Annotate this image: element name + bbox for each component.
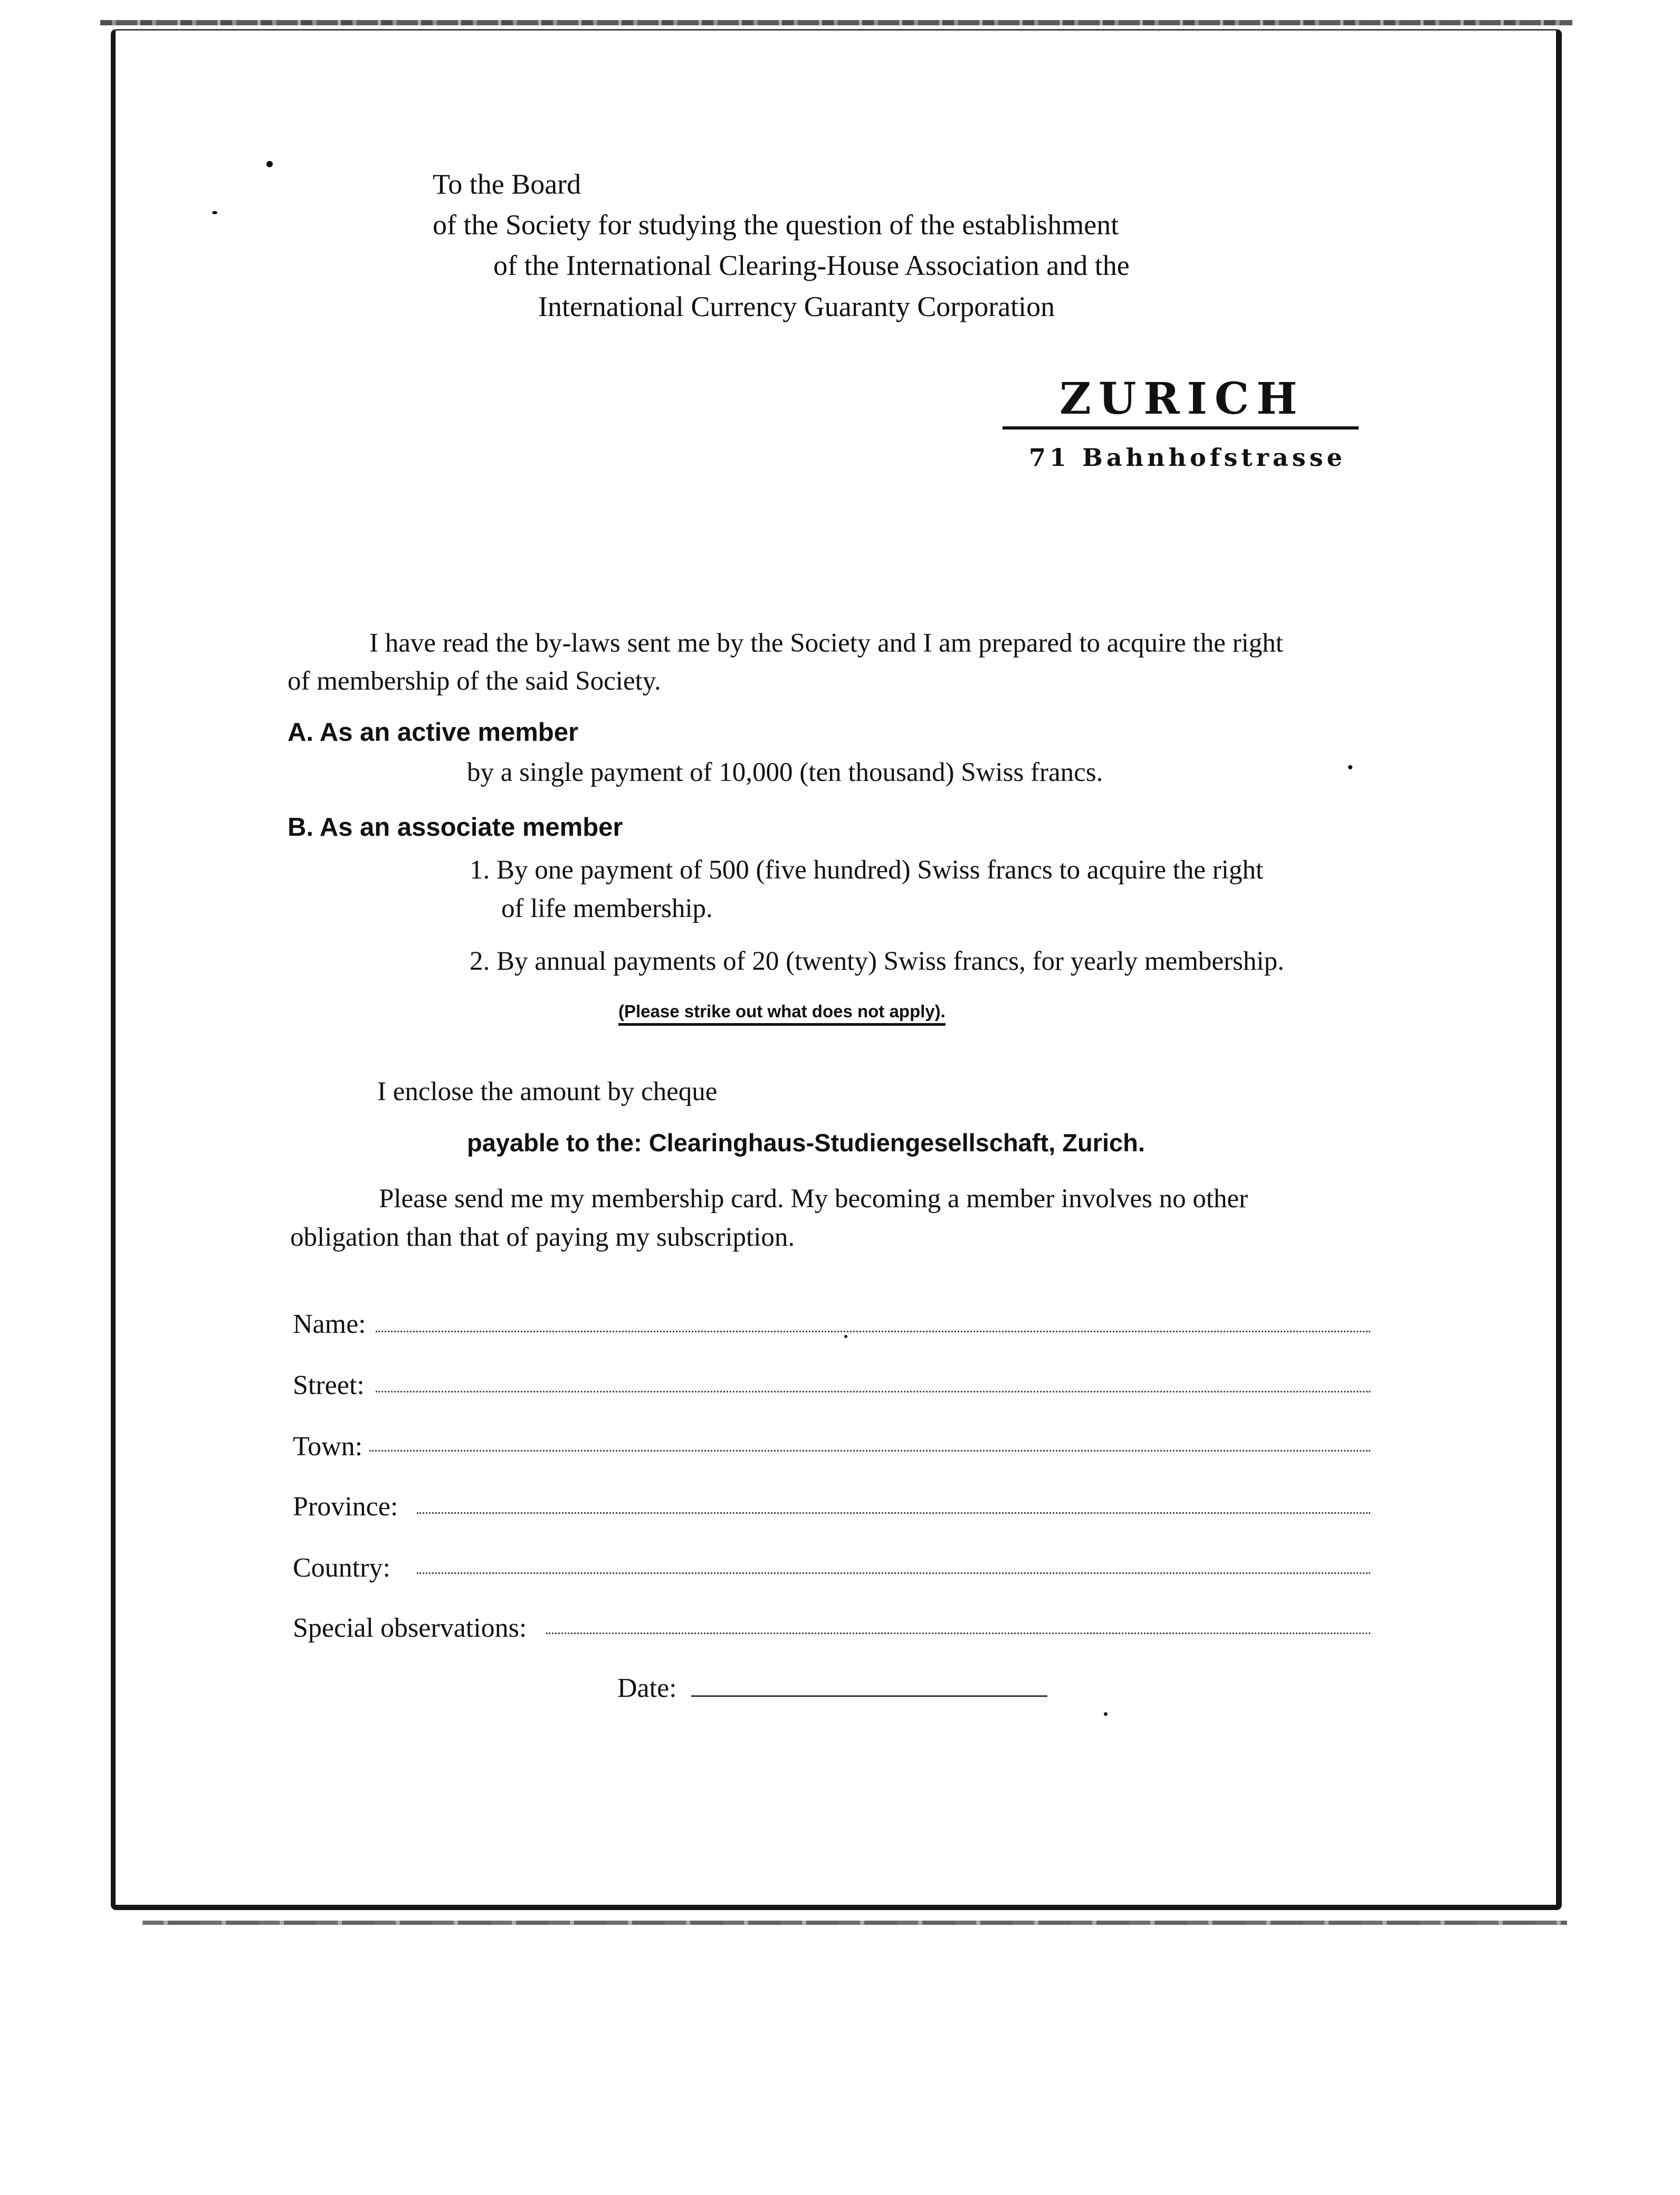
option-b-item-1-line-2: of life membership. — [501, 894, 713, 923]
street-field-line[interactable] — [376, 1391, 1370, 1392]
special-observations-field-line[interactable] — [546, 1633, 1370, 1634]
address-line-currency-corporation: International Currency Guaranty Corporation — [538, 291, 1055, 322]
scan-top-edge — [100, 20, 1572, 25]
address-city: ZURICH — [1059, 374, 1305, 424]
option-a-detail: by a single payment of 10,000 (ten thousand) Swiss francs. — [467, 758, 1103, 787]
town-field-line[interactable] — [369, 1450, 1370, 1452]
option-b-item-2: 2. By annual payments of 20 (twenty) Swiss francs, for yearly membership. — [470, 947, 1284, 976]
date-field-line[interactable] — [691, 1695, 1047, 1697]
enclose-amount-text: I enclose the amount by cheque — [377, 1077, 718, 1106]
intro-line-1: I have read the by-laws sent me by the Society and I am prepared to acquire the right — [369, 628, 1283, 658]
address-line-society: of the Society for studying the question of the establishment — [433, 209, 1119, 241]
closing-line-2: obligation than that of paying my subscription. — [290, 1223, 795, 1252]
name-field-line[interactable] — [376, 1331, 1370, 1332]
street-field-label: Street: — [293, 1370, 365, 1400]
town-field-label: Town: — [293, 1431, 363, 1462]
special-observations-field-label: Special observations: — [293, 1613, 527, 1643]
scan-speck — [1348, 765, 1352, 769]
country-field-label: Country: — [293, 1553, 390, 1583]
scan-speck — [266, 161, 273, 167]
scan-speck — [212, 211, 217, 214]
name-field-label: Name: — [293, 1309, 366, 1339]
option-a-heading: A. As an active member — [288, 718, 579, 747]
country-field-line[interactable] — [417, 1572, 1370, 1574]
address-line-board: To the Board — [433, 168, 581, 200]
city-underline-rule — [1003, 426, 1359, 430]
scan-bottom-edge — [142, 1921, 1567, 1925]
option-b-item-1-line-1: 1. By one payment of 500 (five hundred) Swiss francs to acquire the right — [470, 855, 1264, 885]
date-field-label: Date: — [617, 1673, 677, 1703]
address-street: 71 Bahnhofstrasse — [1029, 443, 1346, 472]
intro-line-2: of membership of the said Society. — [288, 666, 661, 696]
payable-to-text: payable to the: Clearinghaus-Studiengesellschaft, Zurich. — [467, 1129, 1145, 1157]
option-b-heading: B. As an associate member — [288, 813, 623, 842]
address-line-clearing-house: of the International Clearing-House Association and the — [493, 250, 1130, 281]
closing-line-1: Please send me my membership card. My becoming a member involves no other — [379, 1184, 1248, 1214]
province-field-line[interactable] — [417, 1512, 1370, 1514]
scan-speck — [844, 1335, 847, 1338]
scan-speck — [1104, 1712, 1108, 1716]
province-field-label: Province: — [293, 1492, 398, 1522]
strike-out-note: (Please strike out what does not apply). — [618, 1001, 946, 1026]
